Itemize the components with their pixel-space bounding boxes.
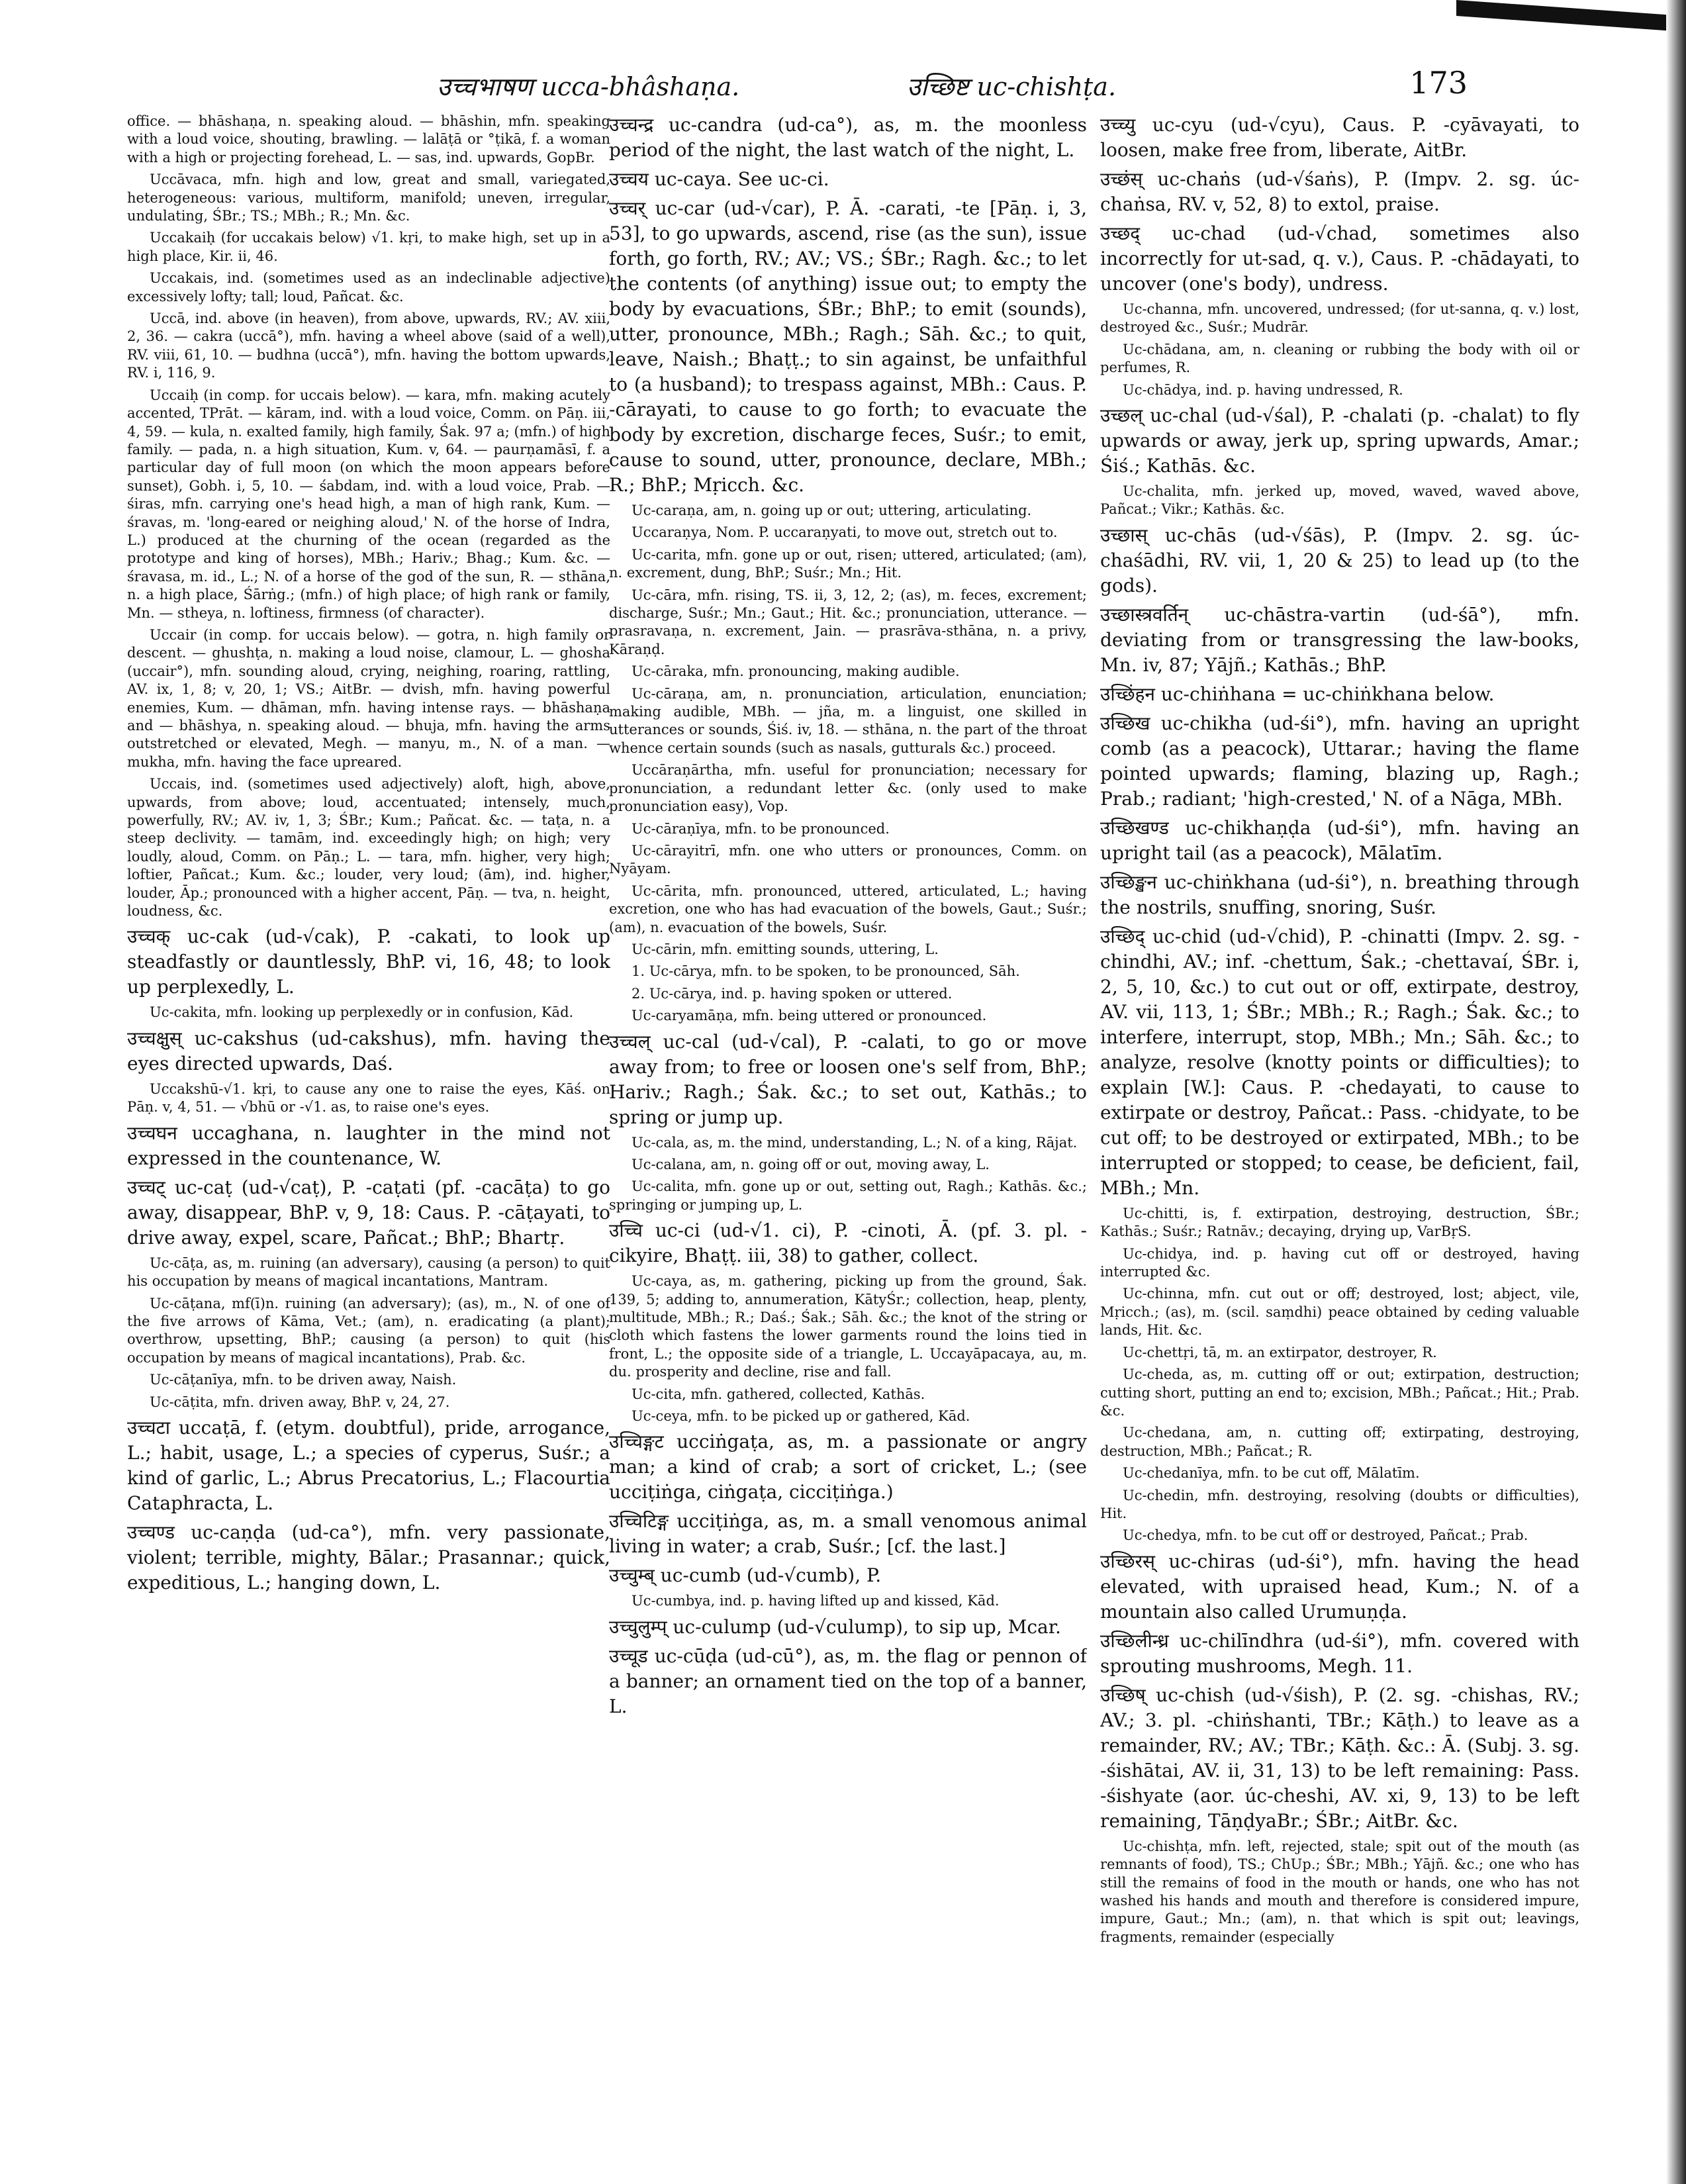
headword-entry: उच्छिखण्ड uc-chikhaṇḍa (ud-śi°), mfn. having an upright tail (as a peacock), Mālatīm. (1100, 816, 1579, 864)
headword-entry: उच्छिष् uc-chish (ud-√śish), P. (2. sg. -chishas, RV.; AV.; 3. pl. -chiṅshanti, TBr.; Kāṭh.) to leave as a remainder, RV.; AV.; TBr.; Kāṭh. &c.: Ā. (Subj. 3. sg. -śishātai, AV. ii, 31, 13) to be left remaining: Pass. -śishyate (aor. úc-cheshi, AV. xi, 9, 13) to be left remaining, TāṇḍyaBr.; ŚBr.; AitBr. &c. (1100, 1684, 1579, 1832)
running-head-center: उच्छिष्ट uc-chishṭa. (907, 72, 1117, 101)
headword-entry: उच्चर् uc-car (ud-√car), P. Ā. -carati, -te [Pāṇ. i, 3, 53], to go upwards, ascend, rise (as the sun), issue forth, go forth, RV.; AV.; VS.; ŚBr.; Ragh. &c.; to let the contents (of anything) issue out; to empty the body by evacuations, ŚBr.; BhP.; to emit (sounds), utter, pronounce, MBh.; Ragh.; Sāh. &c.; to quit, leave, Naish.; Bhaṭṭ.; to sin against, be unfaithful to (a husband); to trespass against, MBh.: Caus. P. -cārayati, to cause to go forth; to evacuate the body by excretion, discharge feces, Suśr.; to emit, cause to sound, utter, pronounce, declare, MBh.; R.; BhP.; Mṛicch. &c. (609, 197, 1087, 496)
entry: Uc-cārayitrī, mfn. one who utters or pronounces, Comm. on Nyāyam. (609, 842, 1087, 877)
headword-entry: उच्च्यु uc-cyu (ud-√cyu), Caus. P. -cyāvayati, to loosen, make free from, liberate, AitBr. (1100, 114, 1579, 161)
entry: Uc-cāraka, mfn. pronouncing, making audible. (632, 663, 960, 680)
entry: Uc-cārita, mfn. pronounced, uttered, articulated, L.; having excretion, one who has had evacuation of the bowels, Gaut.; Suśr.; (am), n. evacuation of the bowels, Suśr. (609, 882, 1087, 935)
headword-entry: उच्छिलीन्ध्र uc-chilīndhra (ud-śi°), mfn. covered with sprouting mushrooms, Megh. 11. (1100, 1629, 1579, 1677)
entry: Uc-cāṭa, as, m. ruining (an adversary), causing (a person) to quit his occupation by means of magical incantations, Mantram. (127, 1255, 610, 1290)
entry: Uccāraṇārtha, mfn. useful for pronunciation; necessary for pronunciation, a redundant letter &c. (only used to make pronunciation easy), Vop. (609, 762, 1087, 815)
entry: Uc-calita, mfn. gone up or out, setting out, Ragh.; Kathās. &c.; springing or jumping up, L. (609, 1178, 1087, 1213)
headword-entry: उच्चय uc-caya. See uc-ci. (609, 168, 829, 190)
headword-entry: उच्चि uc-ci (ud-√1. ci), P. -cinoti, Ā. (pf. 3. pl. -cikyire, Bhaṭṭ. iii, 38) to gather, collect. (609, 1219, 1087, 1267)
entry: Uc-cāṭana, mf(ī)n. ruining (an adversary); (as), m., N. of one of the five arrows of Kāma, Vet.; (am), n. eradicating (a plant); overthrow, upsetting, BhP.; causing (a person) to quit (his occupation by means of magical incantations), Prab. &c. (127, 1295, 610, 1366)
entry: Uc-cumbya, ind. p. having lifted up and kissed, Kād. (632, 1593, 1000, 1609)
headword-entry: उच्चण्ड uc-caṇḍa (ud-ca°), mfn. very passionate, violent; terrible, mighty, Bālar.; Prasannar.; quick, expeditious, L.; hanging down, L. (127, 1521, 610, 1593)
headword-entry: उच्छिरस् uc-chiras (ud-śi°), mfn. having the head elevated, with upraised head, Kum.; N. of a mountain also called Urumuṇḍa. (1100, 1550, 1579, 1623)
running-head-left: उच्चभाषण ucca-bhâshaṇa. (437, 72, 740, 101)
headword-entry: उच्चक् uc-cak (ud-√cak), P. -cakati, to look up steadfastly or dauntlessly, BhP. vi, 16, 48; to look up perplexedly, L. (127, 926, 610, 998)
entry: Uccais, ind. (sometimes used adjectively) aloft, high, above, upwards, from above; loud, accentuated; intensely, much, powerfully, RV.; AV. iv, 1, 3; ŚBr.; Kum.; Pañcat. &c. — taṭa, n. a steep declivity. — tamām, ind. exceedingly high; on high; very loudly, aloud, Comm. on Pāṇ.; L. — tara, mfn. higher, very high; loftier, Pañcat.; Kum. &c.; louder, very loud; (ām), ind. higher, louder, Āp.; pronounced with a higher accent, Pāṇ. — tva, n. height, loudness, &c. (127, 776, 610, 920)
headword-entry: उच्छिंहन uc-chiṅhana = uc-chiṅkhana below. (1100, 683, 1495, 705)
headword-entry: उच्छंस् uc-chaṅs (ud-√śaṅs), P. (Impv. 2. sg. úc-chaṅsa, RV. v, 52, 8) to extol, praise. (1100, 168, 1579, 215)
entry: Uccakais, ind. (sometimes used as an indeclinable adjective) excessively lofty; tall; loud, Pañcat. &c. (127, 270, 610, 305)
headword-entry: उच्चक्षुस् uc-cakshus (ud-cakshus), mfn. having the eyes directed upwards, Daś. (127, 1027, 610, 1074)
headword-entry: उच्चुम्ब् uc-cumb (ud-√cumb), P. (609, 1564, 882, 1587)
headword-entry: उच्चिङ्गट ucciṅgaṭa, as, m. a passionate or angry man; a kind of crab; a sort of cricket, L.; (see ucciṭiṅga, ciṅgaṭa, cicciṭiṅga.) (609, 1431, 1087, 1503)
entry: Uc-chedana, am, n. cutting off; extirpating, destroying, destruction, MBh.; Pañcat.; R. (1100, 1425, 1579, 1459)
entry: Uc-cita, mfn. gathered, collected, Kathās. (632, 1386, 925, 1402)
column-2 (609, 113, 1087, 2158)
entry: Uc-cheda, as, m. cutting off or out; extirpation, destruction; cutting short, putting an end to; excision, MBh.; Pañcat.; Hit.; Prab. &c. (1100, 1366, 1579, 1419)
entry: Uc-cala, as, m. the mind, understanding, L.; N. of a king, Rājat. (632, 1134, 1078, 1151)
headword-entry: उच्छिद् uc-chid (ud-√chid), P. -chinatti (Impv. 2. sg. -chindhi, AV.; inf. -chettum, Śak.; -chettavaí, ŚBr. i, 2, 5, 10, &c.) to cut out or off, extirpate, destroy, AV. vii, 113, 1; ŚBr.; MBh.; R.; Ragh.; Śak. &c.; to interfere, interrupt, stop, MBh.; Mn.; Sāh. &c.; to analyze, resolve (knotty points or difficulties); to explain [W.]: Caus. P. -chedayati, to cause to extirpate or destroy, Pañcat.: Pass. -chidyate, to be cut off; to be destroyed or extirpated, MBh.; to be interrupted or stopped; to cease, be deficient, fail, MBh.; Mn. (1100, 925, 1579, 1199)
entry: Uc-cakita, mfn. looking up perplexedly or in confusion, Kād. (150, 1004, 574, 1021)
entry: Uc-chalita, mfn. jerked up, moved, waved, waved above, Pañcat.; Vikr.; Kathās. &c. (1100, 483, 1579, 518)
entry: Uc-chādana, am, n. cleaning or rubbing the body with oil or perfumes, R. (1100, 341, 1579, 376)
page-edge-right (1666, 0, 1686, 2184)
entry: Uc-chidya, ind. p. having cut off or destroyed, having interrupted &c. (1100, 1245, 1579, 1280)
entry: Uc-caraṇa, am, n. going up or out; uttering, articulating. (632, 502, 1032, 518)
entry: Uc-cārin, mfn. emitting sounds, uttering, L. (632, 941, 939, 957)
headword-entry: उच्छल् uc-chal (ud-√śal), P. -chalati (p. -chalat) to fly upwards or away, jerk up, spring upwards, Amar.; Śiś.; Kathās. &c. (1100, 404, 1579, 477)
entry: Uc-ceya, mfn. to be picked up or gathered, Kād. (632, 1408, 970, 1425)
headword-entry: उच्चटा uccaṭā, f. (etym. doubtful), pride, arrogance, L.; habit, usage, L.; a species of cyperus, Suśr.; a kind of garlic, L.; Abrus Precatorius, L.; Flacourtia Cataphracta, L. (127, 1416, 610, 1514)
headword-entry: उच्चिटिङ्ग ucciṭiṅga, as, m. a small venomous animal living in water; a crab, Suśr.; [cf. the last.] (609, 1510, 1087, 1558)
entry: Uccakaiḥ (for uccakais below) √1. kṛi, to make high, set up in a high place, Kir. ii, 46. (127, 230, 610, 264)
page-edge-shadow (1456, 0, 1686, 32)
entry: office. — bhāshaṇa, n. speaking aloud. — bhāshin, mfn. speaking with a loud voice, shouting, brawling. — lalāṭā or °ṭikā, f. a woman with a high or projecting forehead, L. — sas, ind. upwards, GopBr. (127, 113, 610, 166)
entry: Uccakshū-√1. kṛi, to cause any one to raise the eyes, Kāś. on Pāṇ. v, 4, 51. — √bhū or -√1. as, to raise one's eyes. (127, 1080, 610, 1116)
column-1 (127, 113, 610, 2158)
headword-entry: उच्छास्त्रवर्तिन् uc-chāstra-vartin (ud-śā°), mfn. deviating from or transgressing the law-books, Mn. iv, 87; Yājñ.; Kathās.; BhP. (1100, 603, 1579, 676)
entry: Uc-caya, as, m. gathering, picking up from the ground, Śak. 139, 5; adding to, annumeration, KātyŚr.; collection, heap, plenty, multitude, MBh.; R.; Daś.; Śak.; Sāh. &c.; the knot of the string or cloth which fastens the lower garments round the loins tied in front, L.; the opposite side of a triangle, L. Uccayāpacaya, au, m. du. prosperity and decline, rise and fall. (609, 1273, 1087, 1380)
headword-entry: उच्छिङ्खन uc-chiṅkhana (ud-śi°), n. breathing through the nostrils, snuffing, snoring, Suśr. (1100, 871, 1579, 918)
entry: Uccā, ind. above (in heaven), from above, upwards, RV.; AV. xiii, 2, 36. — cakra (uccā°), mfn. having a wheel above (said of a well), RV. viii, 61, 10. — budhna (uccā°), mfn. having the bottom upwards, RV. i, 116, 9. (127, 310, 610, 381)
headword-entry: उच्चट् uc-caṭ (ud-√caṭ), P. -caṭati (pf. -cacāṭa) to go away, disappear, BhP. v, 9, 18: Caus. P. -cāṭayati, to drive away, expel, scare, Pañcat.; BhP.; Bhartṛ. (127, 1176, 610, 1249)
entry: Uc-channa, mfn. uncovered, undressed; (for ut-sanna, q. v.) lost, destroyed &c., Suśr.; Mudrār. (1100, 301, 1579, 336)
entry: Uc-chādya, ind. p. having undressed, R. (1123, 381, 1403, 398)
entry: Uccaraṇya, Nom. P. uccaraṇyati, to move out, stretch out to. (632, 524, 1058, 541)
entry: Uc-cāṭanīya, mfn. to be driven away, Naish. (150, 1372, 457, 1388)
page-number: 173 (1409, 65, 1468, 101)
entry: Uc-chitti, is, f. extirpation, destroying, destruction, ŚBr.; Kathās.; Suśr.; Ratnāv.; decaying, drying up, VarBṛS. (1100, 1205, 1579, 1240)
headword-entry: उच्चघन uccaghana, n. laughter in the mind not expressed in the countenance, W. (127, 1121, 610, 1169)
entry: Uc-chedin, mfn. destroying, resolving (doubts or difficulties), Hit. (1100, 1487, 1579, 1521)
entry: 1. Uc-cārya, mfn. to be spoken, to be pronounced, Sāh. (632, 963, 1020, 980)
headword-entry: उच्छद् uc-chad (ud-√chad, sometimes also incorrectly for ut-sad, q. v.), Caus. P. -chādayati, to uncover (one's body), undress. (1100, 222, 1579, 295)
entry: Uccair (in comp. for uccais below). — gotra, n. high family or descent. — ghushṭa, n. making a loud noise, clamour, L. — ghosha (uccair°), mfn. sounding aloud, crying, neighing, roaring, rattling, AV. ix, 1, 8; v, 20, 1; VS.; AitBr. — dvish, mfn. having powerful enemies, Kum. — dhāman, mfn. having intense rays. — bhāshaṇa and — bhāshya, n. speaking aloud. — bhuja, mfn. having the arms outstretched or elevated, Megh. — manyu, m., N. of a man. — mukha, mfn. having the face upreared. (127, 626, 610, 770)
entry: Uc-cāra, mfn. rising, TS. ii, 3, 12, 2; (as), m. feces, excrement; discharge, Suśr.; Mn.; Gaut.; Hit. &c.; pronunciation, utterance. — prasravaṇa, n. excrement, Jain. — prasrāva-sthāna, n. a privy, Kāraṇḍ. (609, 587, 1087, 657)
entry: Uc-chinna, mfn. cut out or off; destroyed, lost; abject, vile, Mṛicch.; (as), m. (scil. saṃdhi) peace obtained by ceding valuable lands, Hit. &c. (1100, 1286, 1579, 1339)
entry: Uccāvaca, mfn. high and low, great and small, variegated, heterogeneous: various, multiform, manifold; uneven, irregular, undulating, ŚBr.; TS.; MBh.; R.; Mn. &c. (127, 171, 610, 224)
column-3 (1100, 113, 1579, 2158)
entry: Uc-chedanīya, mfn. to be cut off, Mālatīm. (1123, 1465, 1420, 1482)
entry: Uc-cāraṇa, am, n. pronunciation, articulation, enunciation; making audible, MBh. — jña, m. a linguist, one skilled in utterances or sounds, Śiś. iv, 18. — sthāna, n. the part of the throat whence certain sounds (such as nasals, gutturals &c.) proceed. (609, 685, 1087, 756)
headword-entry: उच्चन्द्र uc-candra (ud-ca°), as, m. the moonless period of the night, the last watch of the night, L. (609, 114, 1087, 161)
headword-entry: उच्चल् uc-cal (ud-√cal), P. -calati, to go or move away from; to free or loosen one's self from, BhP.; Hariv.; Ragh.; Śak. &c.; to set out, Kathās.; to spring or jump up. (609, 1030, 1087, 1128)
headword-entry: उच्छास् uc-chās (ud-√śās), P. (Impv. 2. sg. úc-chaśādhi, RV. vii, 1, 20 & 25) to lead up (to the gods). (1100, 524, 1579, 596)
entry: Uc-chedya, mfn. to be cut off or destroyed, Pañcat.; Prab. (1123, 1527, 1528, 1544)
headword-entry: उच्चुलुम्प् uc-culump (ud-√culump), to sip up, Mcar. (609, 1615, 1061, 1638)
entry: Uc-calana, am, n. going off or out, moving away, L. (632, 1156, 990, 1172)
headword-entry: उच्छिख uc-chikha (ud-śi°), mfn. having an upright comb (as a peacock), Uttarar.; having the flame pointed upwards; flaming, blazing up, Ragh.; Prab.; radiant; 'high-crested,' N. of a Nāga, MBh. (1100, 712, 1579, 810)
entry: Uc-caryamāṇa, mfn. being uttered or pronounced. (632, 1008, 987, 1024)
headword-entry: उच्चूड uc-cūḍa (ud-cū°), as, m. the flag or pennon of a banner; an ornament tied on the top of a banner, L. (609, 1644, 1087, 1717)
entry: Uc-chishṭa, mfn. left, rejected, stale; spit out of the mouth (as remnants of food), TS.; ChUp.; ŚBr.; MBh.; Yājñ. &c.; one who has still the remains of food in the mouth or hands, one who has not washed his hands and mouth and therefore is considered impure, impure, Gaut.; Mn.; (am), n. that which is spit out; leavings, fragments, remainder (especially (1100, 1838, 1579, 1945)
entry: Uc-chettṛi, tā, m. an extirpator, destroyer, R. (1123, 1344, 1437, 1360)
entry: Uc-carita, mfn. gone up or out, risen; uttered, articulated; (am), n. excrement, dung, BhP.; Suśr.; Mn.; Hit. (609, 546, 1087, 581)
entry: Uccaiḥ (in comp. for uccais below). — kara, mfn. making acutely accented, TPrāt. — kāram, ind. with a loud voice, Comm. on Pāṇ. iii, 4, 59. — kula, n. exalted family, high family, Śak. 97 a; (mfn.) of high family. — pada, n. a high situation, Kum. v, 64. — paurṇamāsī, f. a particular day of full moon (on which the moon appears before sunset), Gobh. i, 5, 10. — śabdam, ind. with a loud voice, Prab. — śiras, mfn. carrying one's head high, a man of high rank, Kum. — śravas, m. 'long-eared or neighing aloud,' N. of the horse of Indra, L.) produced at the churning of the ocean (regarded as the prototype and king of horses), MBh.; Hariv.; Bhag.; Kum. &c. — śravasa, m. id., L.; N. of a horse of the god of the sun, R. — sthāna, n. a high place, Śārṅg.; (mfn.) of high place; of high rank or family, Mn. — stheya, n. loftiness, firmness (of character). (127, 387, 610, 621)
entry: Uc-cāraṇīya, mfn. to be pronounced. (632, 820, 890, 837)
entry: 2. Uc-cārya, ind. p. having spoken or uttered. (632, 985, 953, 1002)
entry: Uc-cāṭita, mfn. driven away, BhP. v, 24, 27. (150, 1394, 450, 1410)
